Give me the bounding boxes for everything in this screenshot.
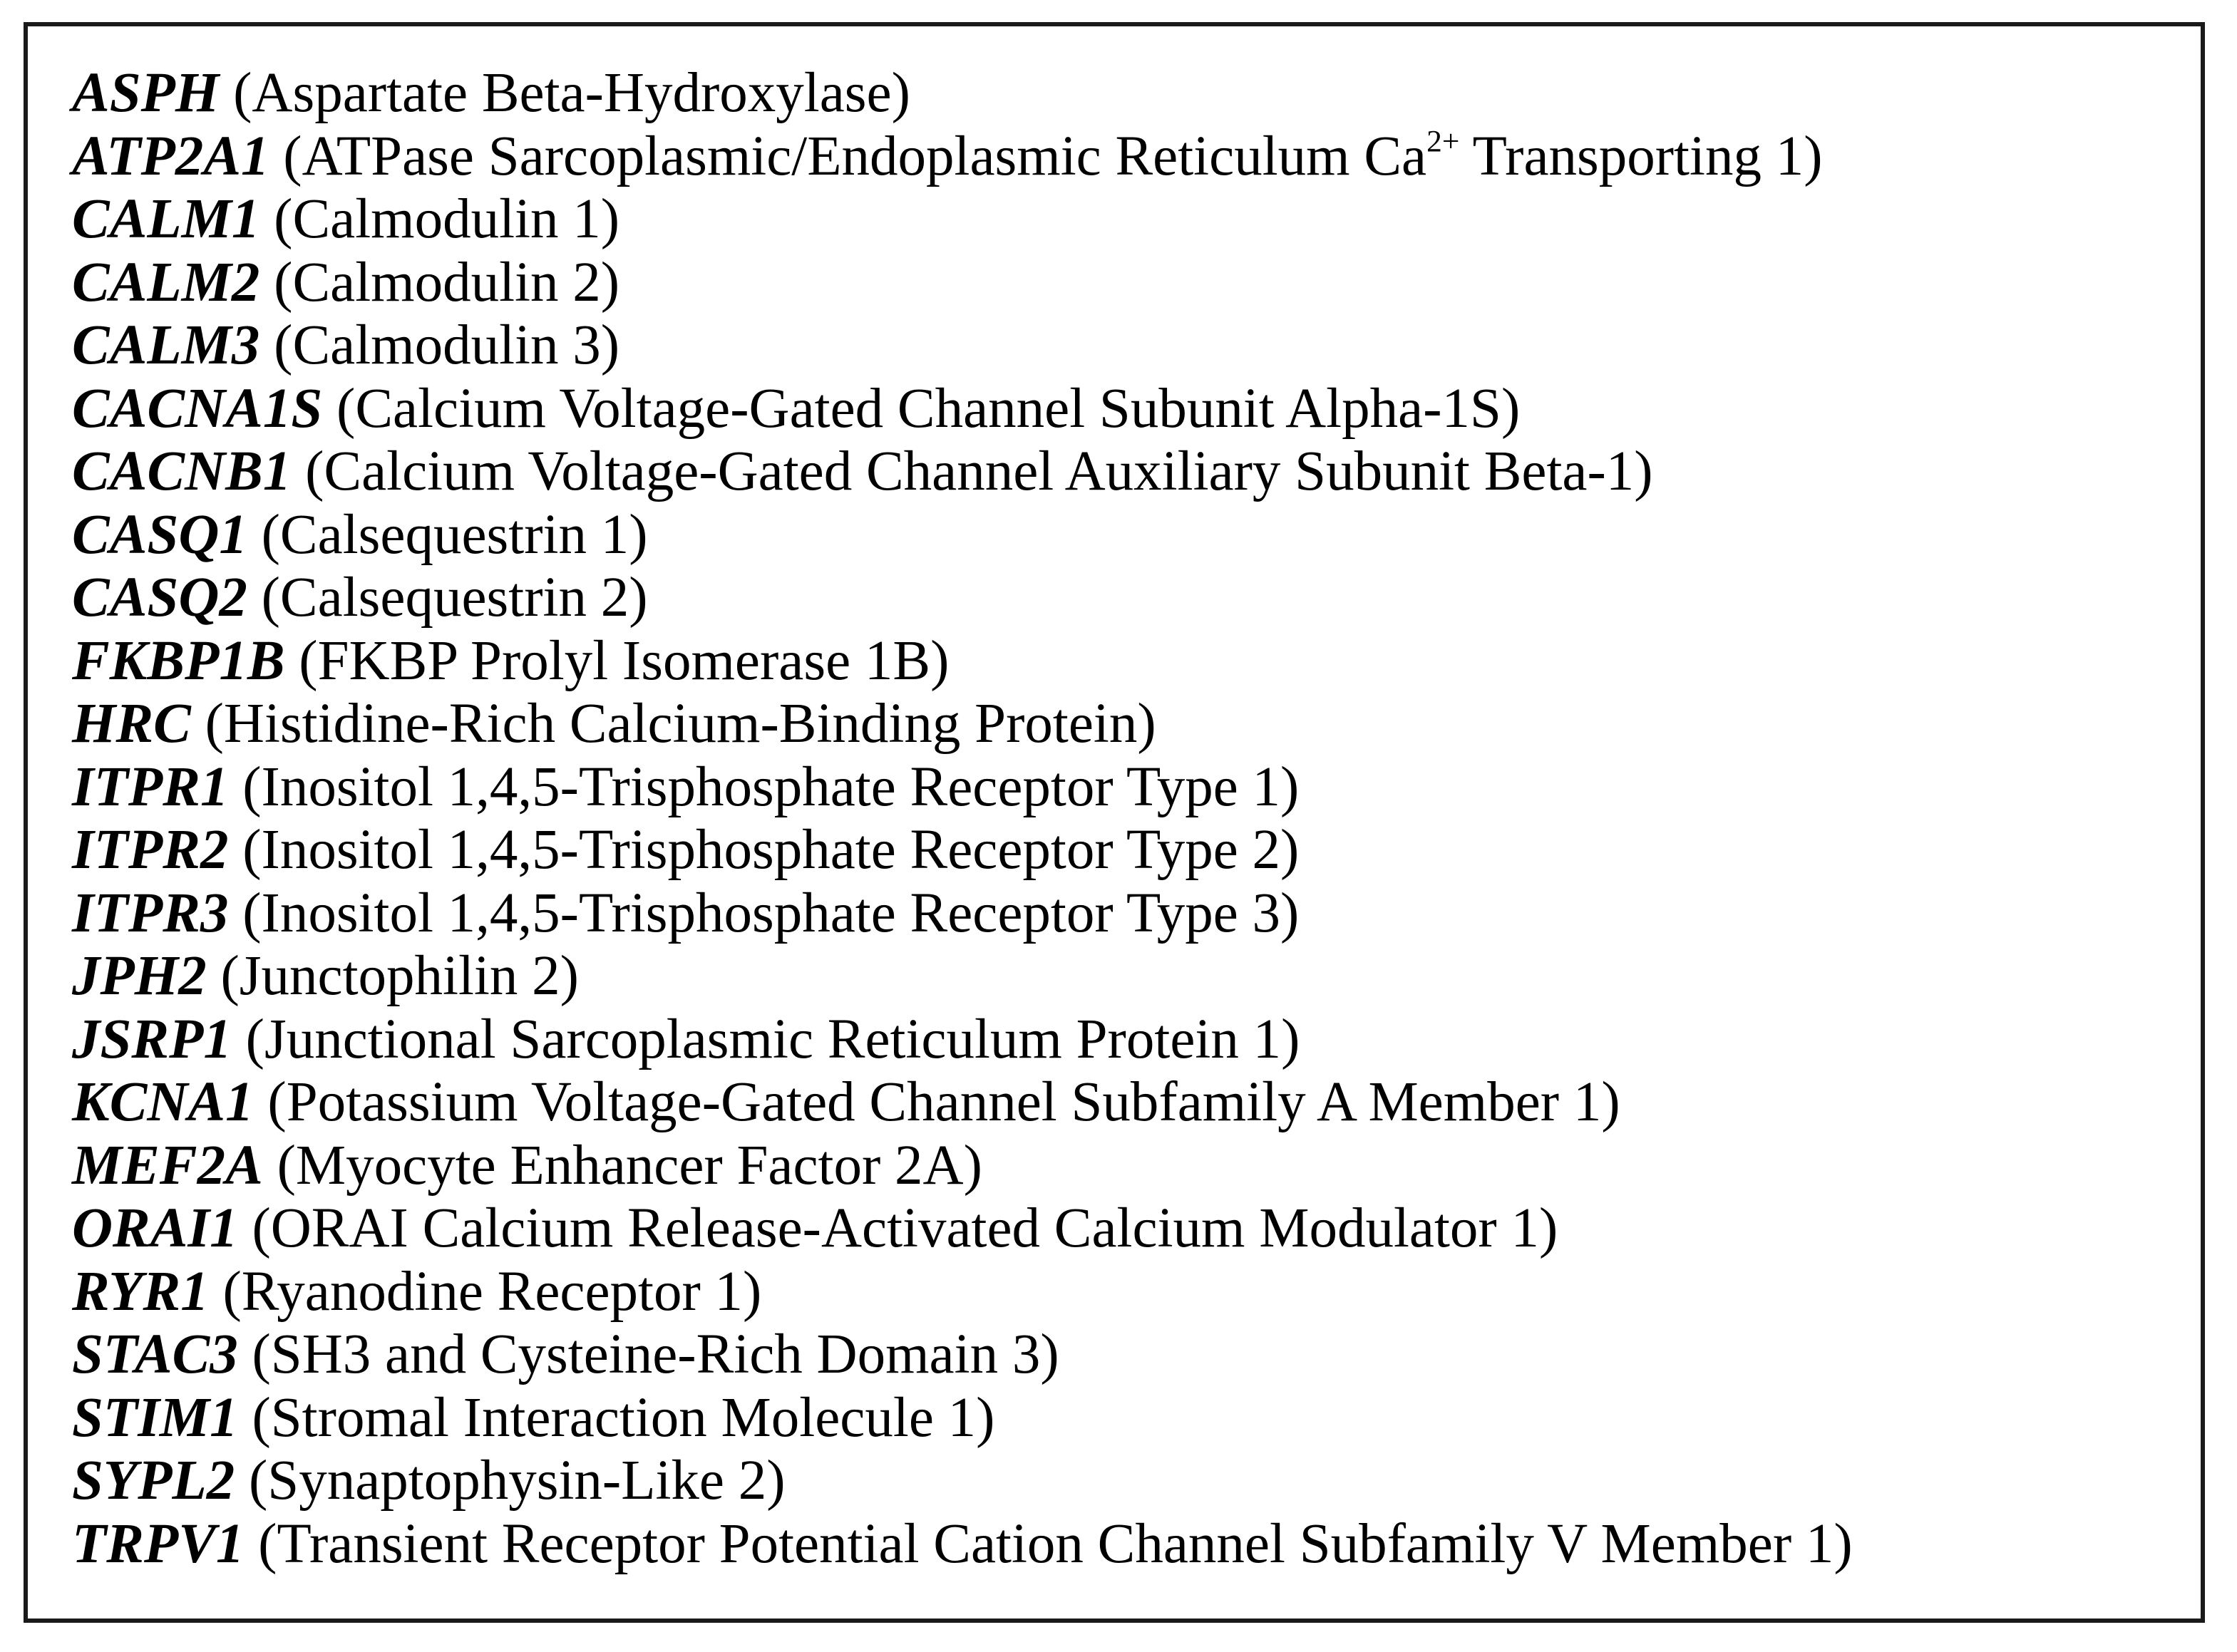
gene-symbol: TRPV1 (72, 1512, 245, 1575)
gene-symbol: ITPR3 (72, 882, 229, 944)
gene-symbol: STAC3 (72, 1323, 238, 1385)
gene-symbol: ITPR1 (72, 755, 229, 818)
gene-row (72, 882, 1853, 946)
gene-full-name: (Calcium Voltage-Gated Channel Subunit Alpha-1S) (336, 377, 1521, 440)
gene-full-name: (Transient Receptor Potential Cation Channel Subfamily V Member 1) (258, 1512, 1853, 1575)
gene-symbol: JPH2 (72, 945, 207, 1007)
gene-full-name: (Calsequestrin 2) (261, 567, 648, 629)
gene-row (72, 188, 1853, 252)
gene-symbol: CASQ1 (72, 503, 247, 566)
gene-symbol: ASPH (72, 62, 220, 124)
gene-full-name: (FKBP Prolyl Isomerase 1B) (299, 629, 950, 692)
gene-row (72, 1323, 1853, 1387)
gene-full-name: (Inositol 1,4,5-Trisphosphate Receptor Type 1) (242, 755, 1300, 818)
gene-row (72, 945, 1853, 1008)
gene-full-name (283, 125, 1822, 187)
gene-full-name: (Calcium Voltage-Gated Channel Auxiliary Subunit Beta-1) (305, 440, 1653, 502)
gene-full-name: (Junctional Sarcoplasmic Reticulum Protein 1) (245, 1008, 1300, 1070)
gene-symbol: MEF2A (72, 1134, 263, 1197)
gene-full-name: (Stromal Interaction Molecule 1) (252, 1386, 995, 1449)
gene-full-name: (Calsequestrin 1) (261, 503, 648, 566)
gene-row (72, 62, 1853, 125)
gene-full-name: (Calmodulin 2) (274, 251, 620, 314)
gene-row (72, 1261, 1853, 1324)
gene-row (72, 1513, 1853, 1576)
gene-full-name: (Inositol 1,4,5-Trisphosphate Receptor Type 2) (242, 819, 1300, 881)
gene-row (72, 567, 1853, 630)
gene-row (72, 693, 1853, 756)
gene-full-name: (Junctophilin 2) (220, 945, 579, 1007)
gene-symbol: KCNA1 (72, 1071, 254, 1133)
gene-symbol: JSRP1 (72, 1008, 232, 1070)
ion-charge-superscript: 2+ (1426, 123, 1460, 158)
gene-list (72, 62, 1853, 1576)
gene-symbol: FKBP1B (72, 629, 285, 692)
gene-row (72, 1071, 1853, 1135)
gene-full-name: (Aspartate Beta-Hydroxylase) (233, 62, 910, 124)
gene-symbol: ATP2A1 (72, 125, 269, 187)
gene-full-name: (Inositol 1,4,5-Trisphosphate Receptor Type 3) (242, 882, 1300, 944)
gene-row (72, 440, 1853, 504)
gene-full-name: (Ryanodine Receptor 1) (222, 1260, 762, 1323)
gene-symbol: RYR1 (72, 1260, 209, 1323)
gene-symbol: ORAI1 (72, 1197, 238, 1259)
gene-row (72, 378, 1853, 441)
gene-full-name: (Calmodulin 1) (274, 188, 620, 250)
gene-full-name: (Calmodulin 3) (274, 314, 620, 376)
gene-row (72, 1450, 1853, 1513)
gene-symbol: CASQ2 (72, 567, 247, 629)
gene-full-name: (ORAI Calcium Release-Activated Calcium Modulator 1) (252, 1197, 1558, 1259)
gene-symbol: CALM2 (72, 251, 260, 314)
gene-symbol: SYPL2 (72, 1450, 235, 1512)
gene-row (72, 756, 1853, 820)
gene-row (72, 1387, 1853, 1450)
gene-row (72, 1197, 1853, 1261)
gene-symbol: ITPR2 (72, 819, 229, 881)
gene-full-name-start: (ATPase Sarcoplasmic/Endoplasmic Reticulum Ca (283, 125, 1427, 187)
gene-row (72, 1008, 1853, 1072)
gene-row (72, 252, 1853, 315)
gene-full-name: (Histidine-Rich Calcium-Binding Protein) (205, 693, 1156, 755)
gene-list-box (24, 22, 2205, 1623)
gene-full-name: (SH3 and Cysteine-Rich Domain 3) (252, 1323, 1059, 1385)
gene-full-name: (Potassium Voltage-Gated Channel Subfamily A Member 1) (267, 1071, 1620, 1133)
gene-row (72, 819, 1853, 882)
gene-row (72, 1135, 1853, 1198)
gene-row (72, 125, 1853, 189)
gene-symbol: CALM1 (72, 188, 260, 250)
gene-row (72, 314, 1853, 378)
gene-symbol: STIM1 (72, 1386, 238, 1449)
gene-symbol: CACNA1S (72, 377, 323, 440)
gene-full-name: (Synaptophysin-Like 2) (248, 1450, 786, 1512)
gene-full-name: (Myocyte Enhancer Factor 2A) (277, 1134, 982, 1197)
gene-row (72, 504, 1853, 567)
gene-row (72, 630, 1853, 693)
gene-symbol: CALM3 (72, 314, 260, 376)
gene-full-name-end: Transporting 1) (1459, 125, 1823, 187)
gene-symbol: CACNB1 (72, 440, 292, 502)
gene-symbol: HRC (72, 693, 191, 755)
